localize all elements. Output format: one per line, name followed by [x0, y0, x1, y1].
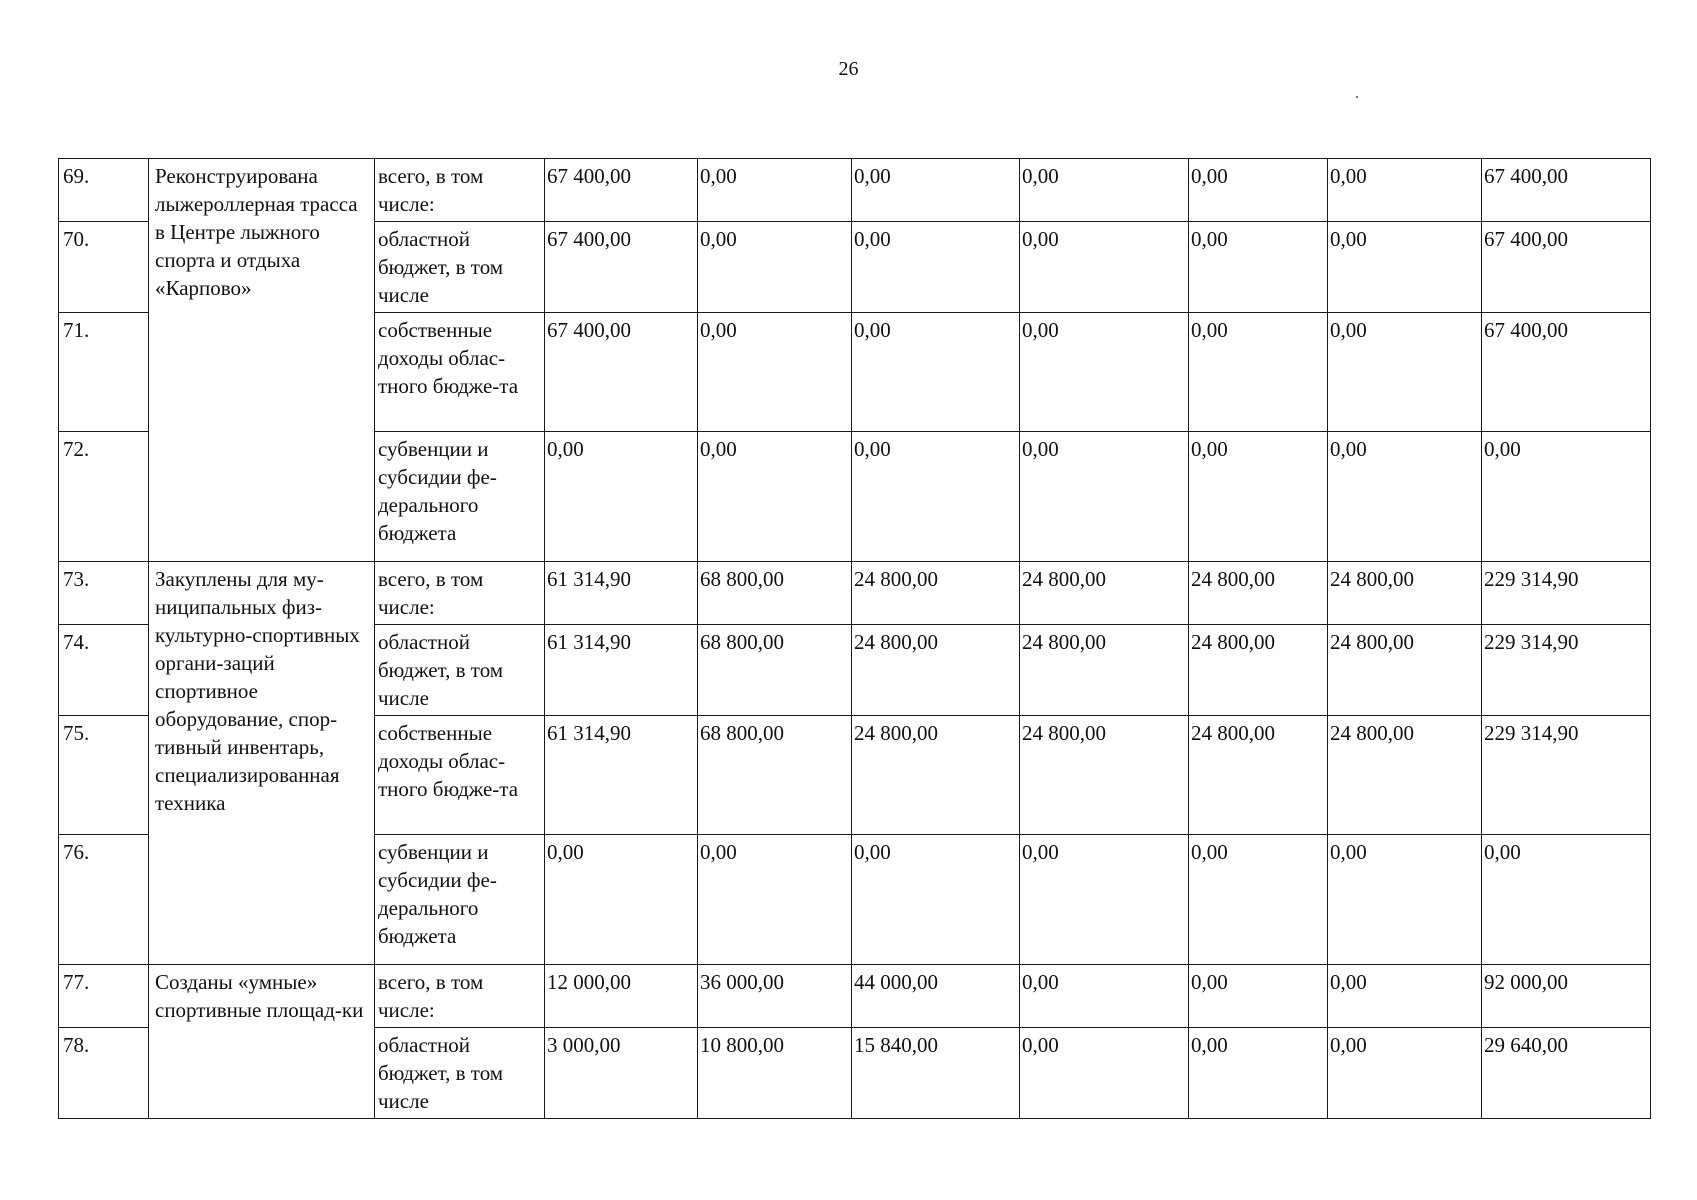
amount-cell: 24 800,00: [1189, 562, 1328, 625]
amount-total: 67 400,00: [1482, 313, 1651, 432]
amount-cell: 0,00: [698, 222, 852, 313]
amount-cell: 0,00: [852, 159, 1020, 222]
amount-cell: 12 000,00: [545, 965, 698, 1028]
row-number: 70.: [59, 222, 149, 313]
amount-cell: 0,00: [1189, 432, 1328, 562]
amount-cell: 0,00: [1328, 965, 1482, 1028]
row-number: 74.: [59, 625, 149, 716]
row-number: 72.: [59, 432, 149, 562]
funding-source: субвенции и субсидии фе-дерального бюджета: [375, 835, 545, 965]
table-row: [59, 159, 1651, 222]
amount-cell: 0,00: [1189, 159, 1328, 222]
funding-source: субвенции и субсидии фе-дерального бюджета: [375, 432, 545, 562]
amount-cell: 67 400,00: [545, 159, 698, 222]
row-number: 71.: [59, 313, 149, 432]
table-row: [59, 562, 1651, 625]
amount-cell: 15 840,00: [852, 1028, 1020, 1119]
amount-total: 0,00: [1482, 432, 1651, 562]
amount-total: 229 314,90: [1482, 625, 1651, 716]
amount-cell: 67 400,00: [545, 222, 698, 313]
amount-cell: 0,00: [1020, 159, 1189, 222]
budget-table: [58, 158, 1651, 1119]
amount-cell: 0,00: [545, 432, 698, 562]
amount-cell: 0,00: [698, 159, 852, 222]
amount-cell: 0,00: [1328, 835, 1482, 965]
amount-cell: 24 800,00: [852, 716, 1020, 835]
table-row: [59, 965, 1651, 1028]
funding-source: всего, в том числе:: [375, 965, 545, 1028]
amount-cell: 0,00: [1020, 222, 1189, 313]
amount-cell: 0,00: [1020, 835, 1189, 965]
amount-cell: 0,00: [852, 222, 1020, 313]
amount-cell: 3 000,00: [545, 1028, 698, 1119]
row-number: 78.: [59, 1028, 149, 1119]
funding-source: областной бюджет, в том числе: [375, 222, 545, 313]
row-number: 73.: [59, 562, 149, 625]
amount-total: 92 000,00: [1482, 965, 1651, 1028]
amount-cell: 24 800,00: [1020, 716, 1189, 835]
funding-source: областной бюджет, в том числе: [375, 625, 545, 716]
amount-cell: 0,00: [698, 313, 852, 432]
amount-cell: 0,00: [1189, 965, 1328, 1028]
amount-total: 67 400,00: [1482, 222, 1651, 313]
amount-cell: 0,00: [545, 835, 698, 965]
amount-cell: 24 800,00: [1189, 716, 1328, 835]
scan-speck: [1356, 96, 1358, 98]
amount-total: 229 314,90: [1482, 716, 1651, 835]
funding-source: всего, в том числе:: [375, 562, 545, 625]
amount-cell: 0,00: [698, 432, 852, 562]
amount-cell: 0,00: [1189, 313, 1328, 432]
event-name: Реконструирована лыжероллерная трасса в Центре лыжного спорта и отдыха «Карпово»: [149, 159, 375, 562]
amount-cell: 24 800,00: [852, 562, 1020, 625]
funding-source: областной бюджет, в том числе: [375, 1028, 545, 1119]
amount-cell: 0,00: [1020, 432, 1189, 562]
amount-cell: 24 800,00: [1328, 716, 1482, 835]
amount-cell: 24 800,00: [1328, 562, 1482, 625]
amount-cell: 61 314,90: [545, 716, 698, 835]
amount-cell: 10 800,00: [698, 1028, 852, 1119]
event-name: Созданы «умные» спортивные площад-ки: [149, 965, 375, 1119]
amount-cell: 36 000,00: [698, 965, 852, 1028]
amount-cell: 24 800,00: [1020, 625, 1189, 716]
funding-source: собственные доходы облас-тного бюдже-та: [375, 313, 545, 432]
amount-cell: 67 400,00: [545, 313, 698, 432]
amount-cell: 0,00: [1328, 313, 1482, 432]
page-number: 26: [838, 58, 859, 80]
amount-cell: 0,00: [1189, 1028, 1328, 1119]
funding-source: собственные доходы облас-тного бюдже-та: [375, 716, 545, 835]
amount-total: 0,00: [1482, 835, 1651, 965]
amount-cell: 68 800,00: [698, 716, 852, 835]
amount-cell: 0,00: [852, 835, 1020, 965]
amount-cell: 44 000,00: [852, 965, 1020, 1028]
event-name: Закуплены для му-ниципальных физ-культурно-спортивных органи-заций спортивное оборудование, спор-тивный инвентарь, специализированная техника: [149, 562, 375, 965]
amount-cell: 24 800,00: [852, 625, 1020, 716]
amount-cell: 68 800,00: [698, 562, 852, 625]
amount-cell: 0,00: [1020, 313, 1189, 432]
row-number: 75.: [59, 716, 149, 835]
amount-cell: 0,00: [1328, 1028, 1482, 1119]
amount-total: 67 400,00: [1482, 159, 1651, 222]
amount-cell: 0,00: [698, 835, 852, 965]
amount-cell: 0,00: [1189, 222, 1328, 313]
row-number: 76.: [59, 835, 149, 965]
amount-cell: 0,00: [1328, 222, 1482, 313]
amount-cell: 0,00: [1020, 1028, 1189, 1119]
amount-cell: 24 800,00: [1328, 625, 1482, 716]
table-body: [59, 159, 1651, 1119]
amount-cell: 0,00: [1189, 835, 1328, 965]
amount-cell: 0,00: [1328, 159, 1482, 222]
amount-cell: 24 800,00: [1020, 562, 1189, 625]
amount-cell: 61 314,90: [545, 625, 698, 716]
amount-total: 29 640,00: [1482, 1028, 1651, 1119]
funding-source: всего, в том числе:: [375, 159, 545, 222]
amount-cell: 0,00: [852, 432, 1020, 562]
amount-total: 229 314,90: [1482, 562, 1651, 625]
amount-cell: 0,00: [1020, 965, 1189, 1028]
amount-cell: 24 800,00: [1189, 625, 1328, 716]
amount-cell: 0,00: [852, 313, 1020, 432]
row-number: 69.: [59, 159, 149, 222]
row-number: 77.: [59, 965, 149, 1028]
amount-cell: 61 314,90: [545, 562, 698, 625]
amount-cell: 0,00: [1328, 432, 1482, 562]
amount-cell: 68 800,00: [698, 625, 852, 716]
